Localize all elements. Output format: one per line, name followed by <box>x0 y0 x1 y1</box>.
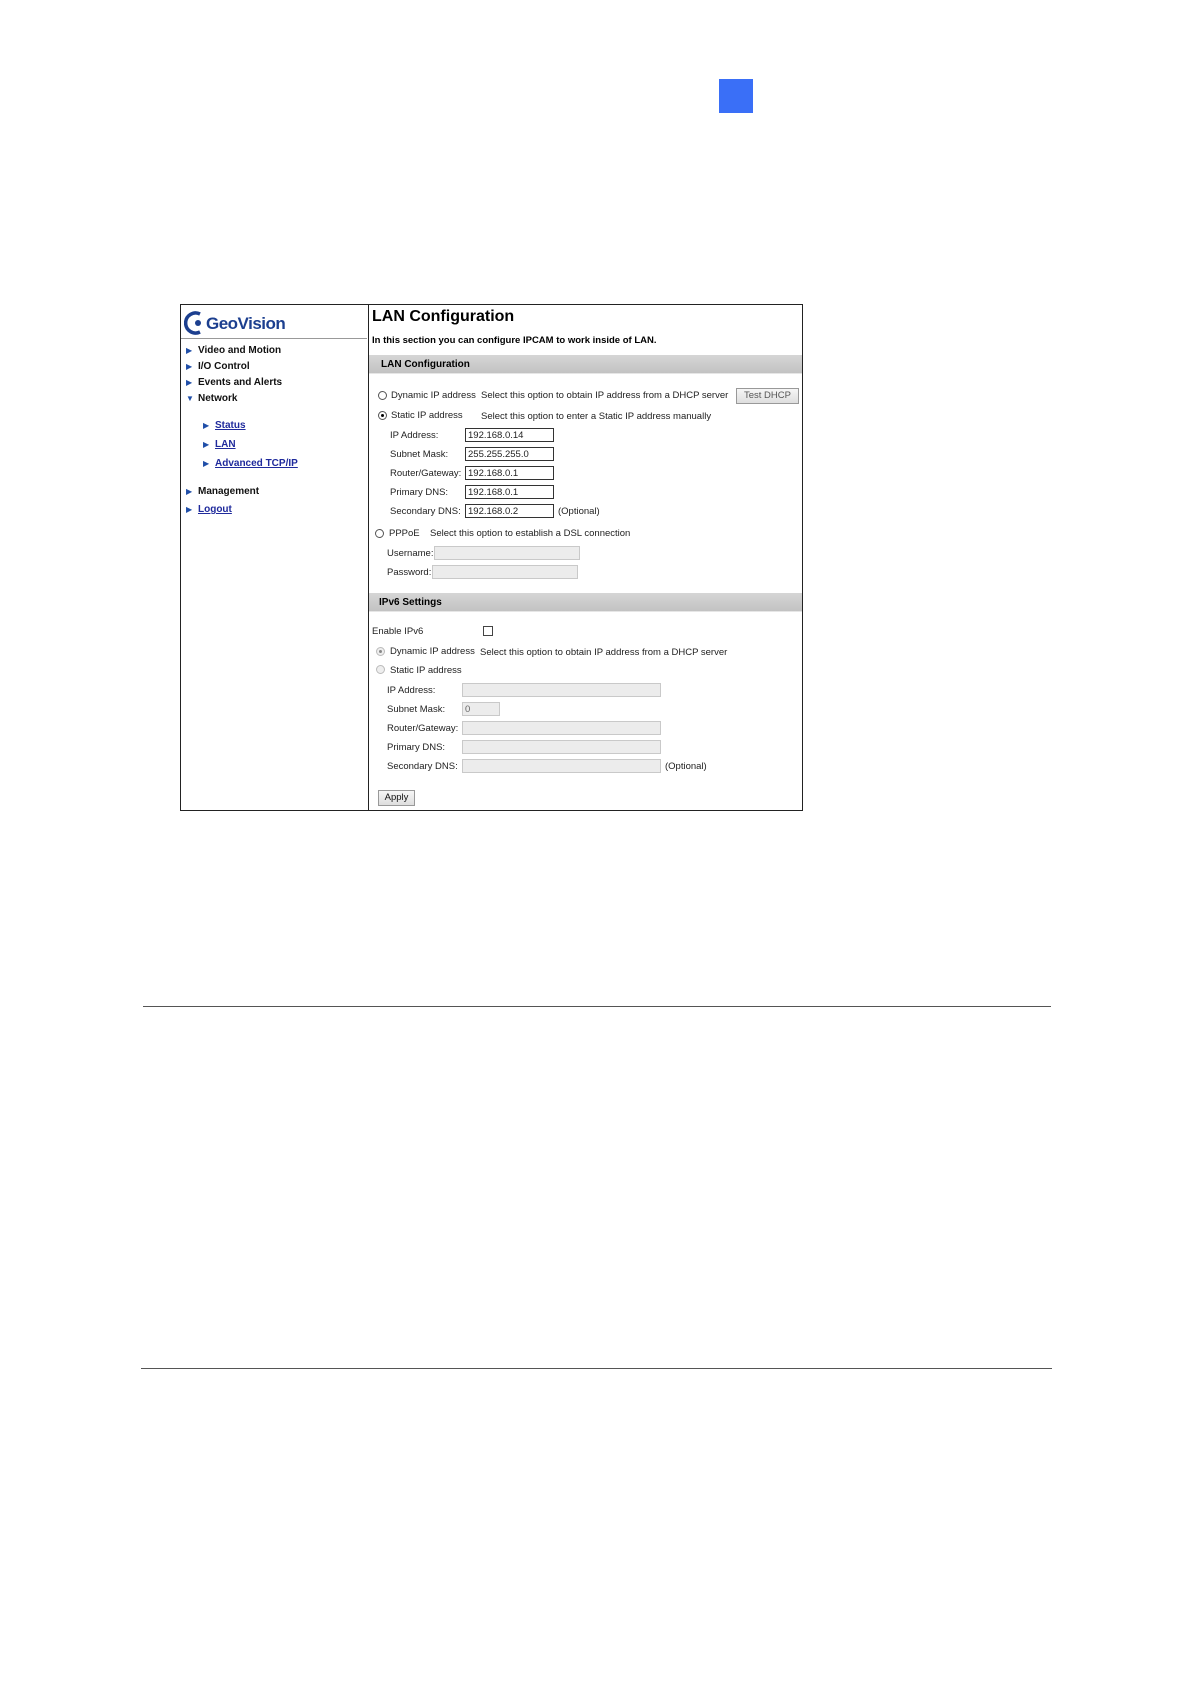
arrow-right-icon: ▶ <box>186 487 193 496</box>
pppoe-desc: Select this option to establish a DSL connection <box>430 528 631 539</box>
arrow-down-icon: ▼ <box>186 394 194 403</box>
arrow-right-icon: ▶ <box>186 505 193 514</box>
secondary-dns-field[interactable]: 192.168.0.2 <box>465 504 554 518</box>
subnet-mask-label: Subnet Mask: <box>390 449 449 460</box>
arrow-right-icon: ▶ <box>203 421 210 430</box>
geovision-logo <box>184 308 364 338</box>
ipv6-ip-address-field[interactable] <box>462 683 661 697</box>
ipv6-primary-dns-label: Primary DNS: <box>387 742 446 753</box>
dynamic-ip-desc: Select this option to obtain IP address from a DHCP server <box>481 390 729 401</box>
ipv6-static-ip-label: Static IP address <box>390 665 462 676</box>
ip-address-field[interactable]: 192.168.0.14 <box>465 428 554 442</box>
main-panel <box>369 305 802 810</box>
logo-divider <box>181 338 367 339</box>
dynamic-ip-label: Dynamic IP address <box>391 390 476 401</box>
intro-text: In this section you can configure IPCAM to work inside of LAN. <box>372 335 657 346</box>
page-title: LAN Configuration <box>372 308 515 325</box>
ipv6-router-gateway-field[interactable] <box>462 721 661 735</box>
ipv6-static-ip-radio[interactable] <box>376 665 385 674</box>
static-ip-radio[interactable] <box>378 411 387 420</box>
arrow-right-icon: ▶ <box>203 440 210 449</box>
arrow-right-icon: ▶ <box>186 378 193 387</box>
menu-label: Management <box>198 486 260 497</box>
arrow-right-icon: ▶ <box>186 362 193 371</box>
menu-network[interactable] <box>186 393 237 404</box>
lan-section-header <box>369 355 802 374</box>
submenu-label: LAN <box>215 439 236 450</box>
username-label: Username: <box>387 548 434 559</box>
ipv6-primary-dns-field[interactable] <box>462 740 661 754</box>
submenu-advanced-tcp-ip[interactable] <box>203 458 298 469</box>
pppoe-radio[interactable] <box>375 529 384 538</box>
menu-label: Network <box>198 393 238 404</box>
menu-io-control[interactable] <box>186 361 250 372</box>
password-field[interactable] <box>432 565 578 579</box>
username-field[interactable] <box>434 546 580 560</box>
subnet-mask-field[interactable]: 255.255.255.0 <box>465 447 554 461</box>
apply-button[interactable]: Apply <box>378 790 415 806</box>
sidebar <box>181 305 369 810</box>
ipv6-subnet-mask-label: Subnet Mask: <box>387 704 446 715</box>
router-gateway-label: Router/Gateway: <box>390 468 462 479</box>
arrow-right-icon: ▶ <box>186 346 193 355</box>
menu-video-and-motion[interactable] <box>186 345 281 356</box>
primary-dns-field[interactable]: 192.168.0.1 <box>465 485 554 499</box>
router-gateway-field[interactable]: 192.168.0.1 <box>465 466 554 480</box>
ipv6-dynamic-ip-label: Dynamic IP address <box>390 646 475 657</box>
submenu-label: Status <box>215 420 246 431</box>
primary-dns-label: Primary DNS: <box>390 487 449 498</box>
ipv6-secondary-dns-field[interactable] <box>462 759 661 773</box>
submenu-status[interactable] <box>203 420 246 431</box>
menu-label: Video and Motion <box>198 345 282 356</box>
ipv6-ip-address-label: IP Address: <box>387 685 436 696</box>
menu-label: Events and Alerts <box>198 377 283 388</box>
menu-logout[interactable] <box>186 504 232 515</box>
secondary-dns-label: Secondary DNS: <box>390 506 461 517</box>
static-ip-desc: Select this option to enter a Static IP address manually <box>481 411 712 422</box>
ipv6-optional-note: (Optional) <box>665 761 707 772</box>
password-label: Password: <box>387 567 432 578</box>
submenu-label: Advanced TCP/IP <box>215 458 298 469</box>
static-ip-label: Static IP address <box>391 410 463 421</box>
enable-ipv6-checkbox[interactable] <box>483 626 493 636</box>
divider-rule-top <box>143 1006 1051 1007</box>
dynamic-ip-radio[interactable] <box>378 391 387 400</box>
test-dhcp-button[interactable]: Test DHCP <box>736 388 799 404</box>
menu-label: Logout <box>198 504 232 515</box>
divider-rule-bottom <box>141 1368 1052 1369</box>
ipv6-subnet-mask-field[interactable]: 0 <box>462 702 500 716</box>
ip-address-label: IP Address: <box>390 430 439 441</box>
lan-section-title: LAN Configuration <box>381 359 470 370</box>
menu-events-and-alerts[interactable] <box>186 377 282 388</box>
page-tab-marker <box>719 79 753 113</box>
enable-ipv6-label: Enable IPv6 <box>372 626 424 637</box>
ipv6-dynamic-ip-desc: Select this option to obtain IP address from a DHCP server <box>480 647 728 658</box>
ipv6-dynamic-ip-radio[interactable] <box>376 647 385 656</box>
menu-management[interactable] <box>186 486 259 497</box>
ipv6-router-gateway-label: Router/Gateway: <box>387 723 459 734</box>
pppoe-label: PPPoE <box>389 528 420 539</box>
optional-note: (Optional) <box>558 506 600 517</box>
ipv6-secondary-dns-label: Secondary DNS: <box>387 761 458 772</box>
lan-configuration-screenshot <box>180 304 803 811</box>
ipv6-section-header <box>369 593 802 612</box>
menu-label: I/O Control <box>198 361 250 372</box>
ipv6-section-title: IPv6 Settings <box>379 597 442 608</box>
logo-text: GeoVision <box>206 314 286 333</box>
submenu-lan[interactable] <box>203 439 236 450</box>
arrow-right-icon: ▶ <box>203 459 210 468</box>
